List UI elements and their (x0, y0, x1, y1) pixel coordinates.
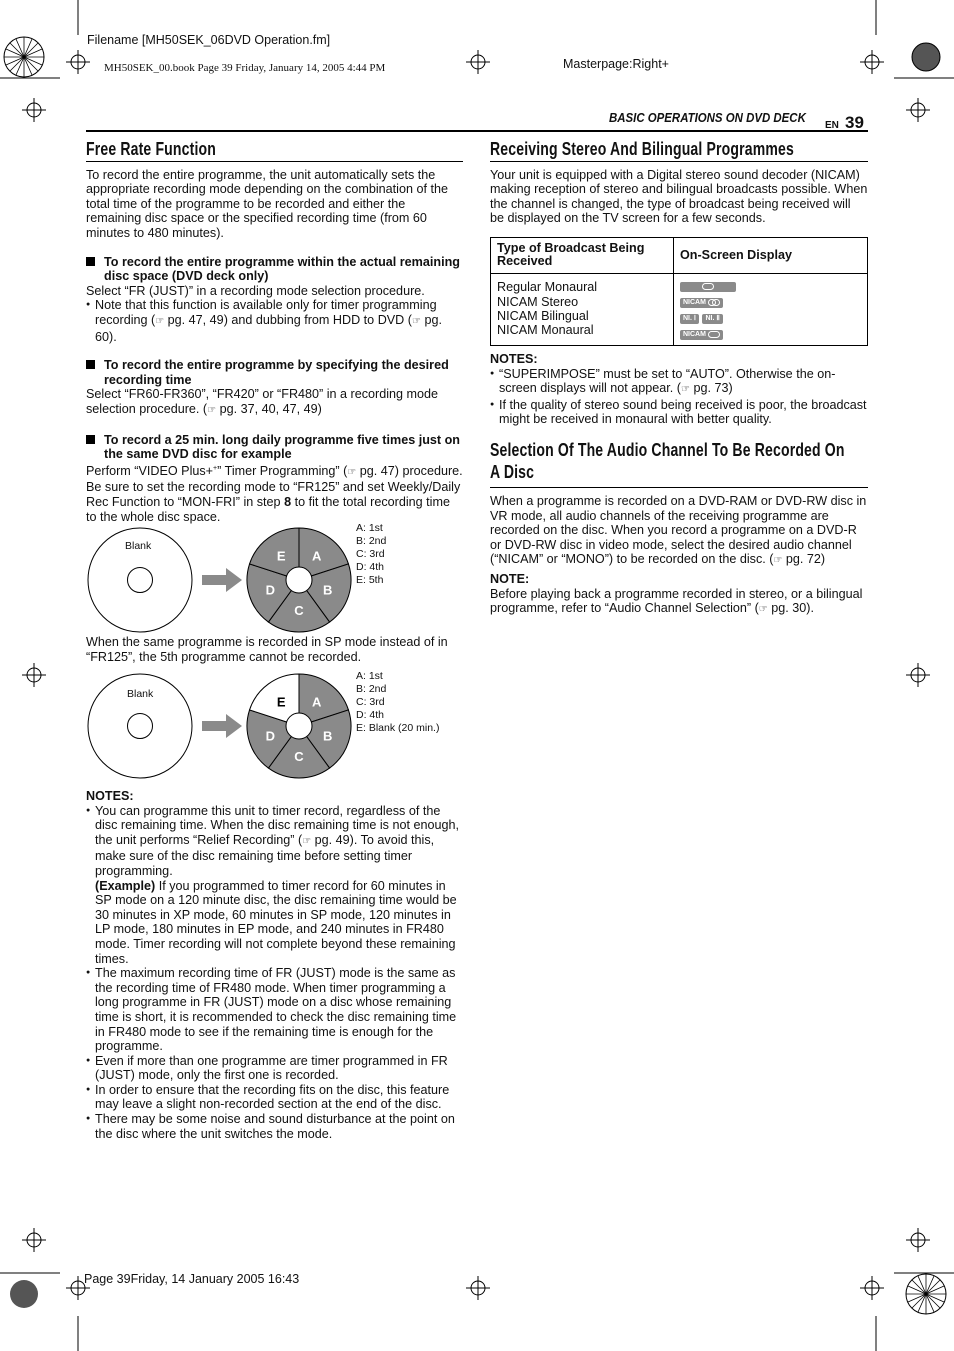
note-bullet: ● You can programme this unit to timer record, regardless of the disc remaining time. When the disc remaining time is not enough, the unit performs “Relief Recording” (☞ pg. 49). To avoid this, make sure of the disc remaining time before setting timer programming. (Example) If you programmed to timer record for 60 minutes in SP mode on a 120 minute disc, the disc remaining time would be 30 minutes in XP mode, 60 minutes in SP mode, 120 minutes in LP mode, 180 minutes in EP mode, and 240 minutes in FR480 mode. Timer recording will not complete beyond these remaining times. (86, 804, 463, 967)
square-bullet-icon (86, 257, 95, 266)
broadcast-table (490, 237, 868, 346)
legend-entry: C: 3rd (356, 548, 385, 560)
reference-icon: ☞ (758, 604, 768, 616)
disc-segment-label: B (322, 728, 333, 744)
arrow-right-icon (202, 568, 242, 592)
recorded-disc (247, 528, 351, 632)
table-header-row (491, 237, 868, 273)
disc-segment-label: B (322, 582, 333, 598)
audio-channel-heading-block (490, 439, 868, 488)
broadcast-types-cell (491, 273, 674, 345)
nicam-bilingual-2-icon: NI. Ⅱ (702, 314, 722, 324)
legend-entry: D: 4th (356, 709, 385, 721)
square-bullet-icon (86, 360, 95, 369)
blank-label: Blank (125, 540, 152, 552)
book-info: MH50SEK_00.book Page 39 Friday, January 14, 2005 4:44 PM (104, 62, 386, 74)
arrow-right-icon (202, 714, 242, 738)
disc-segment-label: C (294, 749, 304, 765)
disc-segment-label: D (265, 728, 276, 744)
subsection-text: Select “FR60-FR360”, “FR420” or “FR480” in a recording mode selection procedure. (☞ pg. 37, 40, 47, 49) (86, 387, 439, 416)
notes-heading: NOTES: (490, 351, 538, 366)
stereo-intro: Your unit is equipped with a Digital stereo sound decoder (NICAM) making reception of stereo and bilingual broadcasts possible. When the channel is changed, the type of broadcast being received will be displayed on the TV screen for a few seconds. (490, 167, 868, 226)
free-rate-heading-block (86, 139, 463, 162)
reference-icon: ☞ (155, 315, 165, 327)
free-rate-heading: Free Rate Function (86, 139, 216, 159)
registered-mark: + (213, 464, 218, 472)
reference-icon: ☞ (347, 466, 357, 478)
note-bullet: ● There may be some noise and sound disturbance at the point on the disc where the unit switches the mode. (86, 1112, 463, 1141)
notes-heading: NOTES: (86, 789, 134, 803)
between-diagrams-text: When the same programme is recorded in SP mode instead of in “FR125”, the 5th programme cannot be recorded. (86, 635, 448, 664)
filename-label: Filename [MH50SEK_06DVD Operation.fm] (87, 33, 331, 47)
disc-hole (286, 567, 312, 593)
left-notes (86, 789, 463, 1141)
note-bullet: ● The maximum recording time of FR (JUST) mode is the same as the recording time of FR480 mode. When timer programming a long programme in FR (JUST) mode on a disc whose remaining time is short, it is recommended to check the disc remaining time in FR480 mode to see if the remaining time is enough for the programme. (86, 966, 463, 1054)
on-screen-display-cell (674, 273, 868, 345)
subsection-heading: To record a 25 min. long daily programme five times just on the same DVD disc for example (86, 433, 463, 462)
table-header-cell: Type of Broadcast Being Received (491, 237, 674, 273)
disc-segment-label: A (312, 548, 322, 564)
legend-entry: A: 1st (356, 522, 383, 534)
legend-entry: C: 3rd (356, 696, 385, 708)
disc-hole (286, 713, 312, 739)
reference-icon: ☞ (681, 384, 690, 396)
note-text: Before playing back a programme recorded in stereo, or a bilingual programme, refer to “Audio Channel Selection” (☞ pg. 30). (490, 586, 863, 616)
square-bullet-icon (86, 435, 95, 444)
note-bullet: ● In order to ensure that the recording fits on the disc, this feature may leave a slight non-recorded section at the end of the disc. (86, 1083, 463, 1112)
subsection-text: Select “FR (JUST)” in a recording mode selection procedure. (86, 283, 425, 298)
legend-entry: D: 4th (356, 561, 385, 573)
note-bullet: ● Even if more than one programme are timer programmed in FR (JUST) mode, only the first one is recorded. (86, 1054, 463, 1083)
reference-icon: ☞ (207, 404, 217, 416)
blank-label: Blank (127, 688, 154, 700)
disc-legend-1 (356, 522, 386, 587)
stereo-heading-block (490, 139, 868, 162)
audio-channel-intro: When a programme is recorded on a DVD-RAM or DVD-RW disc in VR mode, all audio channels of the receiving programme are recorded on the disc. When you record a programme on a DVD-R or DVD-RW disc in video mode, select the desired audio channel (“NICAM” or “MONO”) to be recorded on the disc. (☞ pg. 72) (490, 493, 867, 567)
language-label: EN (825, 120, 839, 131)
free-rate-intro: To record the entire programme, the unit automatically sets the appropriate recording mode depending on the combination of the total time of the programme to be recorded and either the remaining disc space or the specified recording time (from 60 minutes to 480 minutes). (86, 167, 448, 240)
disc-segment-label: C (294, 603, 304, 619)
subsection-text: Perform “VIDEO Plus++” Timer Programming” (☞ pg. 47) procedure. Be sure to set the recording mode to “FR125” and set Weekly/Daily Rec Function to “MON-FRI” in step 8 to fit the total recording time to the whole disc space. (86, 463, 463, 524)
footer-page-info: Page 39Friday, 14 January 2005 16:43 (84, 1272, 300, 1286)
page-number: 39 (845, 113, 864, 132)
section-title: BASIC OPERATIONS ON DVD DECK (609, 110, 806, 125)
broadcast-type: Regular Monaural (497, 280, 598, 295)
reference-icon: ☞ (411, 315, 421, 327)
legend-entry: B: 2nd (356, 683, 387, 695)
broadcast-type: NICAM Bilingual (497, 308, 589, 323)
note-bullet: ● Note that this function is available only for timer programming recording (☞ pg. 47, 49) and dubbing from HDD to DVD (☞ pg. 60). (86, 298, 463, 344)
disc-segment-label: E (276, 694, 286, 710)
subsection-heading: To record the entire programme by specifying the desired recording time (86, 358, 463, 387)
nicam-mono-display-icon: NICAM (680, 330, 723, 340)
nicam-bilingual-1-icon: NI. Ⅰ (680, 314, 699, 324)
subsection-heading: To record the entire programme within the actual remaining disc space (DVD deck only) (86, 255, 463, 284)
legend-entry: B: 2nd (356, 535, 387, 547)
legend-entry: A: 1st (356, 670, 383, 682)
stereo-heading: Receiving Stereo And Bilingual Programmes (490, 139, 794, 159)
reference-icon: ☞ (302, 835, 312, 847)
broadcast-type: NICAM Stereo (497, 294, 579, 309)
recorded-disc (247, 674, 351, 778)
disc-segment-label: A (312, 694, 322, 710)
registration-rosette-icon (4, 37, 44, 77)
note-bullet: ● “SUPERIMPOSE” must be set to “AUTO”. Otherwise the on-screen displays will not appear. (☞ pg. 73) (490, 367, 868, 398)
registration-rosette-icon (912, 43, 940, 71)
registration-rosette-icon (10, 1280, 38, 1308)
broadcast-type: NICAM Monaural (497, 323, 594, 338)
registration-rosette-icon (906, 1274, 946, 1314)
legend-entry: E: Blank (20 min.) (356, 722, 440, 734)
mono-display-icon (680, 282, 736, 292)
left-column (86, 139, 463, 524)
note-bullet: ● If the quality of stereo sound being received is poor, the broadcast might be received in monaural with better quality. (490, 398, 868, 427)
disc-legend-2 (356, 670, 439, 735)
nicam-stereo-display-icon: NICAM (680, 298, 723, 308)
disc-segment-label: D (265, 582, 276, 598)
right-column (490, 139, 868, 618)
table-header-cell: On-Screen Display (674, 237, 868, 273)
note-heading: NOTE: (490, 571, 530, 586)
masterpage-label: Masterpage:Right+ (563, 57, 669, 71)
table-row (491, 273, 868, 345)
disc-diagram-1 (86, 520, 386, 638)
disc-segment-label: E (276, 548, 286, 564)
reference-icon: ☞ (773, 555, 783, 567)
legend-entry: E: 5th (356, 574, 384, 586)
audio-channel-heading: Selection Of The Audio Channel To Be Recorded On A Disc (490, 439, 845, 482)
